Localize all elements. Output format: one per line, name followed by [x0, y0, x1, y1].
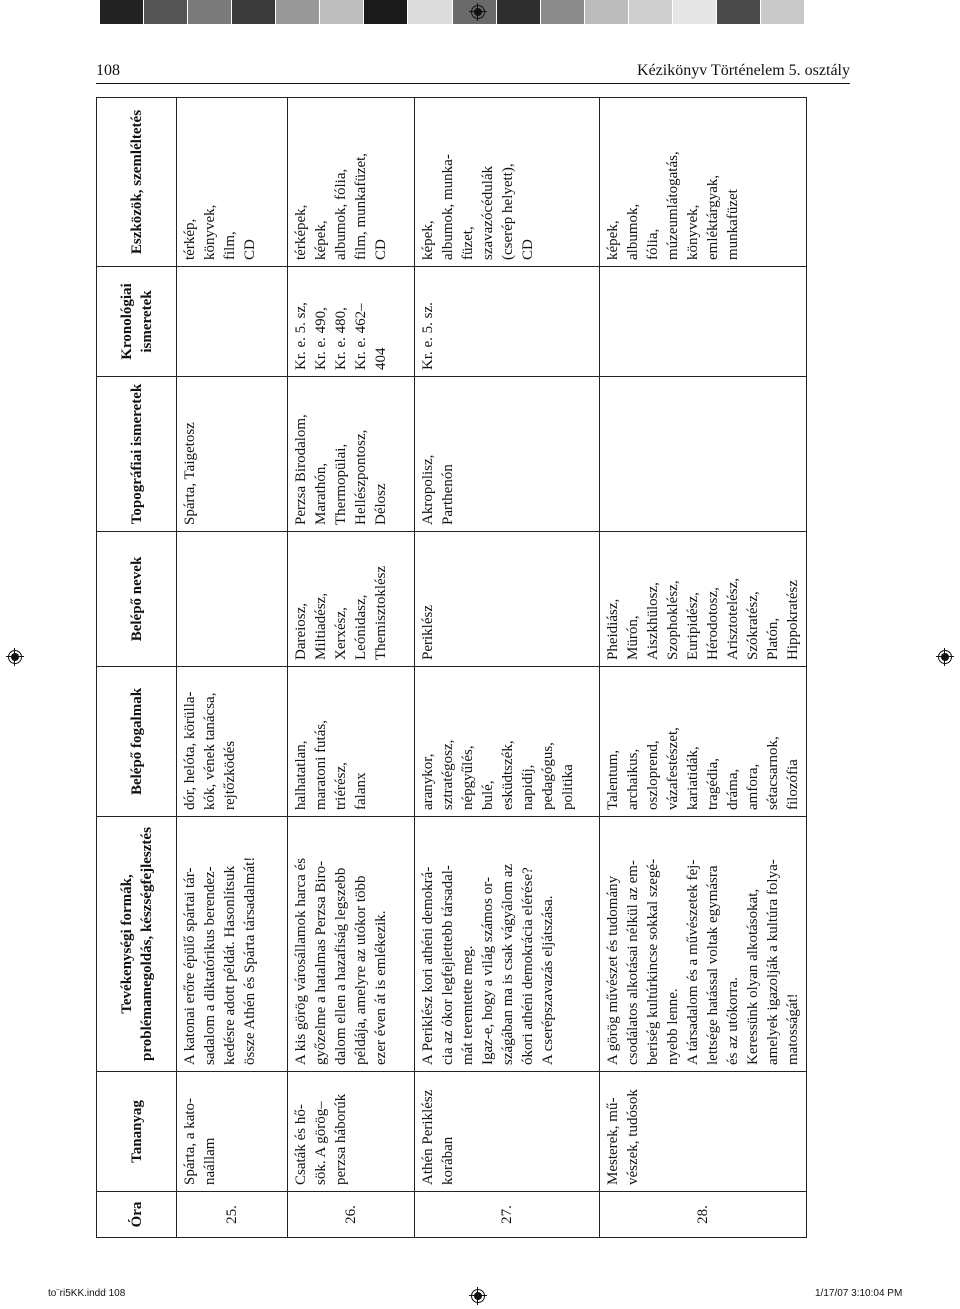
cell-nevek [600, 532, 807, 667]
tevekenyseg-line: mát teremtette meg. [460, 945, 476, 1065]
color-swatch [144, 0, 188, 24]
fogalmak-line: vázafestészet, [665, 727, 681, 810]
color-swatch [717, 0, 761, 24]
table-header-row [97, 98, 177, 1238]
tananyag-line: Athén Periklész [420, 1089, 436, 1185]
tevekenyseg-line: A görög művészet és tudomány [605, 875, 621, 1065]
eszkozok-line: képek, [420, 220, 436, 260]
tevekenyseg-line: csodálatos alkotásai nélkül az em- [625, 860, 641, 1065]
cell-ora: 26. [288, 1192, 415, 1238]
topografiai-line: Perzsa Birodalom, [293, 414, 309, 525]
cell-topografiai [415, 377, 600, 532]
tananyag-line: sök. A görög– [313, 1101, 329, 1185]
cell-fogalmak [177, 667, 288, 817]
cell-tananyag [600, 1072, 807, 1192]
header-topografiai: Topográfiai ismeretek [97, 377, 177, 532]
tevekenyseg-line: A kis görög városállamok harca és [293, 857, 309, 1065]
fogalmak-line: sétacsarnok, [765, 736, 781, 810]
topografiai-line: Délosz [373, 483, 389, 525]
cell-tevekenyseg [288, 817, 415, 1072]
color-swatch [585, 0, 629, 24]
color-swatch [761, 0, 805, 24]
fogalmak-line: népgyűlés, [460, 745, 476, 810]
cell-eszkozok [288, 98, 415, 267]
lesson-plan-table [96, 97, 807, 1238]
tevekenyseg-line: nyebb lenne. [665, 988, 681, 1065]
tevekenyseg-line: kedésre adott példát. Hasonlítsuk [222, 865, 238, 1065]
tevekenyseg-line: ókori athéni demokrácia elérése? [520, 867, 536, 1065]
fogalmak-line: maratoni futás, [313, 720, 329, 810]
cell-fogalmak [415, 667, 600, 817]
eszkozok-line: albumok, munka- [440, 154, 456, 260]
topografiai-line: Akropolisz, [420, 454, 436, 525]
color-swatch [320, 0, 364, 24]
printer-color-bar [100, 0, 805, 24]
kronologiai-line: Kr. e. 5. sz. [420, 302, 436, 370]
tananyag-line: perzsa háborúk [333, 1093, 349, 1185]
cell-eszkozok [177, 98, 288, 267]
eszkozok-line: CD [373, 239, 389, 260]
cell-topografiai [288, 377, 415, 532]
registration-mark-icon [6, 648, 24, 666]
topografiai-line: Thermopülai, [333, 443, 349, 525]
cell-nevek [415, 532, 600, 667]
tevekenyseg-line: győzelme a hatalmas Perzsa Biro- [313, 860, 329, 1065]
eszkozok-line: képek, [313, 220, 329, 260]
fogalmak-line: falanx [353, 772, 369, 810]
tevekenyseg-line: ezer éven át is emlékezik. [373, 910, 389, 1065]
eszkozok-line: térkép, [182, 218, 198, 260]
fogalmak-line: archaikus, [625, 748, 641, 810]
nevek-line: Szókratész, [745, 591, 761, 660]
kronologiai-line: Kr. e. 490, [313, 307, 329, 370]
cell-eszkozok [415, 98, 600, 267]
kronologiai-line: Kr. e. 480, [333, 307, 349, 370]
book-title: Kézikönyv Történelem 5. osztály [637, 62, 850, 79]
eszkozok-line: CD [242, 239, 258, 260]
eszkozok-line: albumok, [625, 203, 641, 260]
tevekenyseg-line: dalom ellen a hazafiság legszebb [333, 867, 349, 1065]
cell-kronologiai [600, 267, 807, 377]
table-row [415, 98, 600, 1238]
color-swatch [497, 0, 541, 24]
tevekenyseg-line: sadalom a diktatórikus berendez- [202, 866, 218, 1065]
header-rule [96, 83, 850, 84]
fogalmak-line: halhatatlan, [293, 740, 309, 810]
nevek-line: Xerxész, [333, 607, 349, 660]
eszkozok-line: fólia, [645, 228, 661, 260]
cell-nevek [288, 532, 415, 667]
nevek-line: Szophoklész, [665, 580, 681, 660]
fogalmak-line: dráma, [725, 768, 741, 810]
cell-kronologiai [177, 267, 288, 377]
topografiai-line: Marathón, [313, 462, 329, 525]
eszkozok-line: képek, [605, 220, 621, 260]
tananyag-line: korában [440, 1136, 456, 1185]
fogalmak-line: rejtőzködés [222, 740, 238, 810]
eszkozok-line: könyvek, [685, 204, 701, 260]
fogalmak-line: triérész, [333, 762, 349, 810]
tevekenyseg-line: lettsége hatással voltak egymásra [705, 865, 721, 1065]
fogalmak-line: kariatidák, [685, 746, 701, 810]
tevekenyseg-line: amelyek igazolják a kultúra folya- [765, 859, 781, 1065]
tananyag-line: Mesterek, mű- [605, 1097, 621, 1185]
nevek-line: Periklész [420, 605, 436, 660]
color-swatch [364, 0, 408, 24]
kronologiai-line: 404 [373, 347, 389, 370]
eszkozok-line: munkafüzet [725, 189, 741, 260]
date-slug: 1/17/07 3:10:04 PM [815, 1288, 903, 1299]
tananyag-line: Spárta, a kato- [182, 1097, 198, 1185]
fogalmak-line: pedagógus, [540, 742, 556, 810]
color-swatch [629, 0, 673, 24]
registration-mark-icon [936, 648, 954, 666]
tevekenyseg-line: A társadalom és a művészetek fej- [685, 859, 701, 1065]
color-swatch [100, 0, 144, 24]
tevekenyseg-line: A cserépszavazás eljátszása. [540, 895, 556, 1065]
fogalmak-line: kók, vének tanácsa, [202, 692, 218, 810]
nevek-line: Hippokratész [785, 580, 801, 660]
nevek-line: Miltiadész, [313, 592, 329, 660]
eszkozok-line: könyvek, [202, 204, 218, 260]
eszkozok-line: film, munkafüzet, [353, 152, 369, 260]
eszkozok-line: szavazócédulák [480, 165, 496, 260]
nevek-line: Mürón, [625, 615, 641, 660]
eszkozok-line: film, [222, 231, 238, 260]
fogalmak-line: sztratégosz, [440, 739, 456, 810]
tevekenyseg-line: és az utókorra. [725, 977, 741, 1065]
header-eszkozok: Eszközök, szemléltetés [97, 98, 177, 267]
nevek-line: Leónidasz, [353, 594, 369, 660]
fogalmak-line: aranykor, [420, 753, 436, 810]
kronologiai-line: Kr. e. 462– [353, 303, 369, 370]
header-tananyag: Tananyag [97, 1072, 177, 1192]
cell-tananyag [288, 1072, 415, 1192]
fogalmak-line: napidíj, [520, 764, 536, 810]
eszkozok-line: emléktárgyak, [705, 174, 721, 260]
eszkozok-line: albumok, fólia, [333, 168, 349, 260]
tananyag-line: vészek, tudósok [625, 1089, 641, 1185]
page-number: 108 [96, 62, 120, 79]
registration-mark-icon [469, 3, 487, 21]
tevekenyseg-line: szágában ma is csak vágyálom az [500, 863, 516, 1065]
lesson-plan-table-area [96, 98, 802, 1238]
color-swatch [276, 0, 320, 24]
cell-eszkozok [600, 98, 807, 267]
tananyag-line: naállam [202, 1137, 218, 1185]
tevekenyseg-line: cia az ókor legfejlettebb társadal- [440, 865, 456, 1065]
table-row [600, 98, 807, 1238]
eszkozok-line: térképek, [293, 204, 309, 260]
nevek-line: Themisztoklész [373, 565, 389, 660]
cell-topografiai [177, 377, 288, 532]
eszkozok-line: füzet, [460, 226, 476, 260]
fogalmak-line: esküdtszék, [500, 740, 516, 810]
nevek-line: Aiszkhülosz, [645, 582, 661, 660]
tevekenyseg-line: példája, amelyre az utókor több [353, 875, 369, 1065]
eszkozok-line: CD [520, 239, 536, 260]
cell-fogalmak [600, 667, 807, 817]
nevek-line: Dareiosz, [293, 602, 309, 660]
fogalmak-line: filozófia [785, 759, 801, 810]
topografiai-line: Parthenón [440, 464, 456, 525]
cell-ora: 27. [415, 1192, 600, 1238]
registration-mark-icon [469, 1287, 487, 1305]
kronologiai-line: Kr. e. 5. sz, [293, 302, 309, 370]
cell-tevekenyseg [415, 817, 600, 1072]
tevekenyseg-line: matosságát! [785, 993, 801, 1065]
topografiai-line: Hellészpontosz, [353, 429, 369, 525]
cell-topografiai [600, 377, 807, 532]
header-kronologiai: Kronológiai ismeretek [97, 267, 177, 377]
cell-tevekenyseg [177, 817, 288, 1072]
file-slug: to¨ri5KK.indd 108 [48, 1288, 126, 1299]
header-fogalmak: Belépő fogalmak [97, 667, 177, 817]
color-swatch [188, 0, 232, 24]
tananyag-line: Csaták és hő- [293, 1104, 309, 1185]
cell-tevekenyseg [600, 817, 807, 1072]
table-row [177, 98, 288, 1238]
cell-ora: 28. [600, 1192, 807, 1238]
color-swatch [673, 0, 717, 24]
nevek-line: Platón, [765, 617, 781, 660]
tevekenyseg-line: beriség kultúrkincse sokkal szegé- [645, 858, 661, 1065]
fogalmak-line: tragédia, [705, 757, 721, 810]
cell-tananyag [177, 1072, 288, 1192]
color-swatch [408, 0, 452, 24]
running-header [96, 62, 850, 82]
topografiai-line: Spárta, Taigetosz [182, 422, 198, 525]
cell-ora: 25. [177, 1192, 288, 1238]
fogalmak-line: amfora, [745, 763, 761, 810]
color-swatch [232, 0, 276, 24]
tevekenyseg-line: össze Athén és Spárta társadalmát! [242, 856, 258, 1065]
tevekenyseg-line: Igaz-e, hogy a világ számos or- [480, 877, 496, 1065]
tevekenyseg-line: Keressünk olyan alkotásokat, [745, 888, 761, 1065]
tevekenyseg-line: A Periklész kori athéni demokrá- [420, 866, 436, 1065]
header-nevek: Belépő nevek [97, 532, 177, 667]
color-swatch [541, 0, 585, 24]
cell-tananyag [415, 1072, 600, 1192]
fogalmak-line: oszloprend, [645, 740, 661, 810]
nevek-line: Hérodotosz, [705, 587, 721, 660]
table-row [288, 98, 415, 1238]
eszkozok-line: (cserép helyett), [500, 163, 516, 260]
cell-kronologiai [415, 267, 600, 377]
nevek-line: Pheidiász, [605, 598, 621, 660]
nevek-line: Arisztotelész, [725, 577, 741, 660]
eszkozok-line: múzeumlátogatás, [665, 151, 681, 260]
fogalmak-line: dór, helóta, körülla- [182, 691, 198, 810]
cell-nevek [177, 532, 288, 667]
tevekenyseg-line: A katonai erőre épülő spártai tár- [182, 867, 198, 1065]
fogalmak-line: bulé, [480, 780, 496, 810]
cell-fogalmak [288, 667, 415, 817]
cell-kronologiai [288, 267, 415, 377]
nevek-line: Euripidész, [685, 592, 701, 660]
fogalmak-line: Talentum, [605, 749, 621, 810]
header-tevekenyseg: Tevékenységi formák, problémamegoldás, készségfejlesztés [97, 817, 177, 1072]
fogalmak-line: politika [560, 764, 576, 810]
header-ora: Óra [97, 1192, 177, 1238]
